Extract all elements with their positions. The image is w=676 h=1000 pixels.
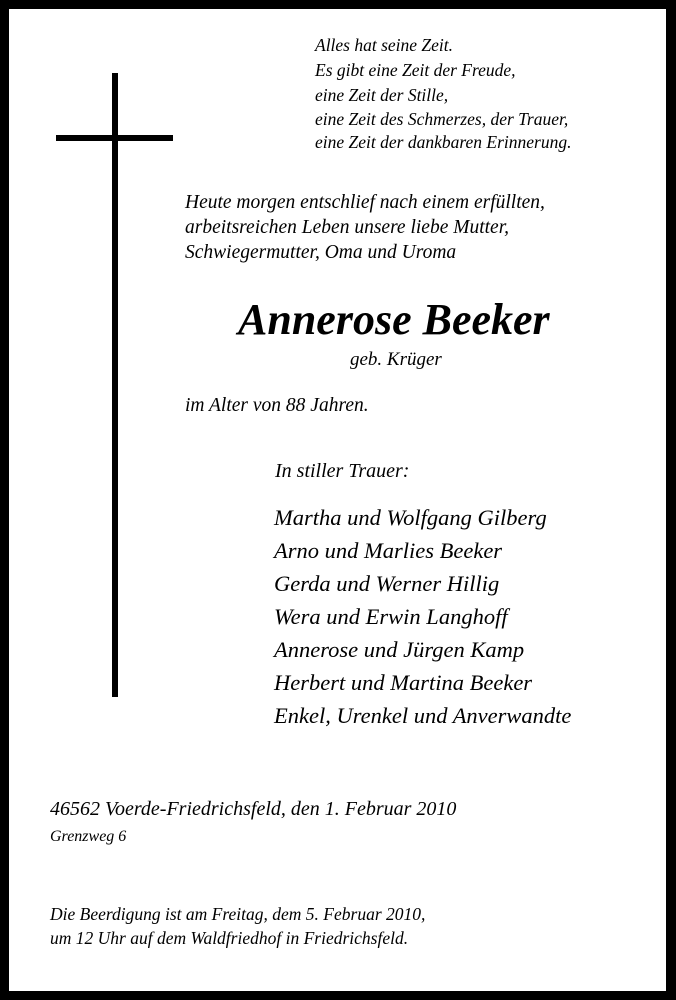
mourner-entry: Martha und Wolfgang Gilberg — [274, 505, 547, 530]
mourner-entry: Herbert und Martina Beeker — [274, 670, 533, 695]
mourner-entry: Wera und Erwin Langhoff — [274, 604, 508, 629]
mourners-heading: In stiller Trauer: — [275, 460, 410, 482]
motto-line: eine Zeit des Schmerzes, der Trauer, — [315, 109, 569, 129]
mourner-entry: Arno und Marlies Beeker — [274, 538, 503, 563]
street-address: Grenzweg 6 — [50, 828, 127, 845]
mourner-entry: Enkel, Urenkel und Anverwandte — [274, 703, 572, 728]
motto-line: Alles hat seine Zeit. — [315, 35, 454, 55]
funeral-line: Die Beerdigung ist am Freitag, dem 5. Februar 2010, — [50, 904, 426, 924]
intro-line: Schwiegermutter, Oma und Uroma — [185, 242, 457, 263]
place-and-date: 46562 Voerde-Friedrichsfeld, den 1. Februar 2010 — [50, 798, 457, 820]
motto-line: eine Zeit der Stille, — [315, 85, 449, 105]
intro-line: Heute morgen entschlief nach einem erfüllten, — [185, 192, 545, 213]
motto-line: eine Zeit der dankbaren Erinnerung. — [315, 132, 572, 152]
mourner-entry: Annerose und Jürgen Kamp — [274, 637, 525, 662]
motto-line: Es gibt eine Zeit der Freude, — [315, 60, 516, 80]
mourner-entry: Gerda und Werner Hillig — [274, 571, 500, 596]
age-text: im Alter von 88 Jahren. — [185, 395, 369, 416]
deceased-name: Annerose Beeker — [238, 295, 550, 344]
cross-horizontal-beam — [56, 135, 173, 141]
intro-line: arbeitsreichen Leben unsere liebe Mutter, — [185, 217, 510, 238]
funeral-line: um 12 Uhr auf dem Waldfriedhof in Friedrichsfeld. — [50, 928, 409, 948]
birth-name: geb. Krüger — [350, 349, 442, 370]
cross-vertical-beam — [112, 73, 118, 697]
